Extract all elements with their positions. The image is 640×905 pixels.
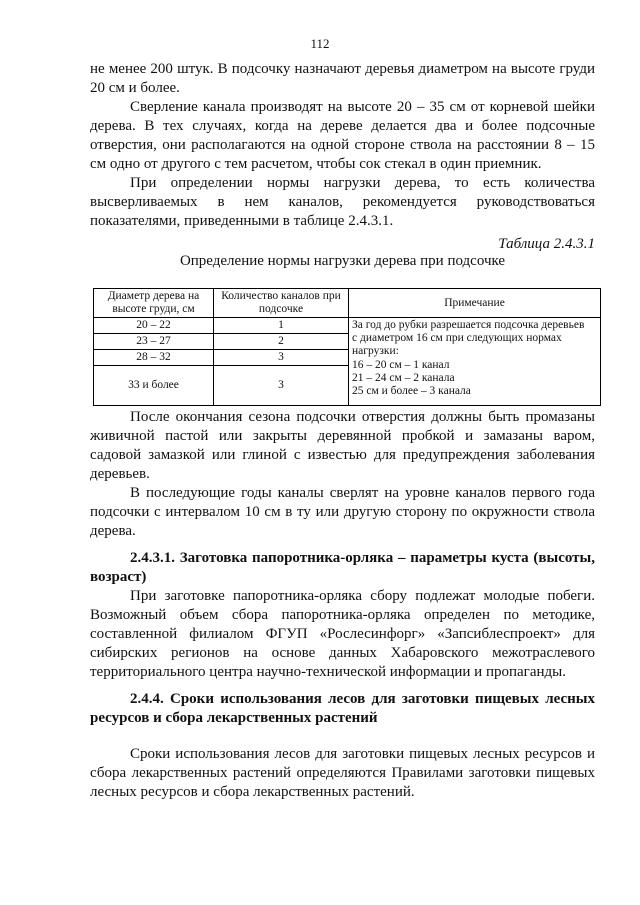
cell-diameter: 33 и более [94, 366, 214, 406]
cell-note [349, 318, 601, 406]
paragraph-6: При заготовке папоротника-орляка сбору подлежат молодые побеги. Возможный объем сбора папоротника-орляка определен по методике, составленной филиалом ФГУП «Рослесинфорг» «Запсиблеспроект» для сибирских регионов на основе данных Хабаровского межотраслевого территориального центра научно-технической информации и пропаганды. [90, 588, 595, 680]
header-diameter: Диаметр дерева на высоте груди, см [94, 289, 214, 318]
paragraph-1: не менее 200 штук. В подсочку назначают деревья диаметром на высоте груди 20 см и более. [90, 61, 595, 96]
section-heading-2-4-4: 2.4.4. Сроки использования лесов для заготовки пищевых лесных ресурсов и сбора лекарственных растений [90, 691, 595, 726]
header-channels: Количество каналов при подсочке [214, 289, 349, 318]
cell-diameter: 20 – 22 [94, 318, 214, 334]
header-note: Примечание [349, 289, 601, 318]
note-line: нагрузки: [352, 345, 399, 358]
table-title: Определение нормы нагрузки дерева при подсочке [179, 253, 506, 269]
table-caption: Таблица 2.4.3.1 [498, 236, 595, 252]
cell-channels: 2 [214, 334, 349, 350]
note-line: За год до рубки разрешается подсочка деревьев [352, 319, 585, 331]
cell-diameter: 28 – 32 [94, 350, 214, 366]
paragraph-4: После окончания сезона подсочки отверстия должны быть промазаны живичной пастой или закрыты деревянной пробкой и замазаны варом, садовой замазкой или глиной с известью для предупреждения заболевания деревьев. [90, 409, 595, 482]
note-line: 16 – 20 см – 1 канал [352, 358, 450, 371]
note-line: 25 см и более – 3 канала [352, 385, 471, 398]
note-line: 21 – 24 см – 2 канала [352, 371, 455, 384]
paragraph-7: Сроки использования лесов для заготовки пищевых лесных ресурсов и сбора лекарственных растений определяются Правилами заготовки пищевых лесных ресурсов и сбора лекарственных растений. [90, 746, 595, 800]
cell-channels: 3 [214, 350, 349, 366]
paragraph-2: Сверление канала производят на высоте 20 – 35 см от корневой шейки дерева. В тех случаях, когда на дереве делается два и более подсочные отверстия, они располагаются на одной стороне ствола на расстоянии 8 – 15 см одно от другого с тем расчетом, чтобы сок стекал в один приемник. [90, 99, 595, 172]
paragraph-5: В последующие годы каналы сверлят на уровне каналов первого года подсочки с интервалом 10 см в ту или другую сторону по окружности ствола дерева. [90, 485, 595, 539]
load-norm-table [93, 288, 601, 406]
cell-channels: 3 [214, 366, 349, 406]
section-heading-2-4-3-1: 2.4.3.1. Заготовка папоротника-орляка – параметры куста (высоты, возраст) [90, 550, 595, 585]
paragraph-3: При определении нормы нагрузки дерева, то есть количества высверливаемых в нем каналов, рекомендуется руководствоваться показателями, приведенными в таблице 2.4.3.1. [90, 175, 595, 229]
cell-diameter: 23 – 27 [94, 334, 214, 350]
table-header-row [94, 289, 601, 318]
note-line: с диаметром 16 см при следующих нормах [352, 332, 562, 345]
page-number: 112 [310, 36, 330, 51]
cell-channels: 1 [214, 318, 349, 334]
table-row [94, 318, 601, 334]
